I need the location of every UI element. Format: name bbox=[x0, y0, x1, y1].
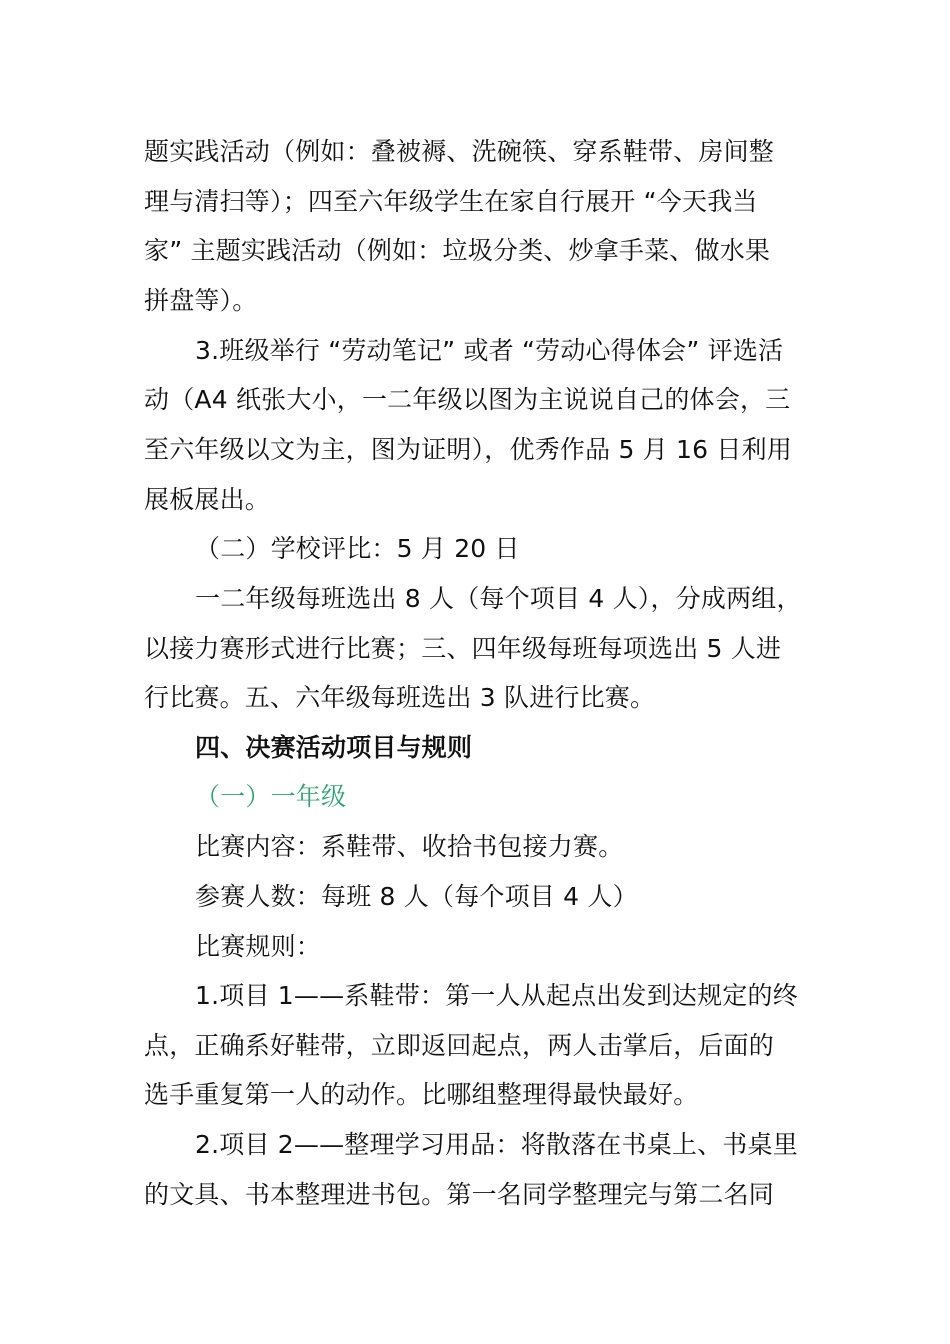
paragraph-line: 的文具、书本整理进书包。第一名同学整理完与第二名同 bbox=[144, 1180, 775, 1209]
paragraph-line: 理与清扫等）；四至六年级学生在家自行展开 “今天我当 bbox=[144, 187, 758, 216]
paragraph-line: 比赛规则： bbox=[195, 932, 322, 961]
subsection-heading: （二）学校评比：5 月 20 日 bbox=[195, 534, 520, 563]
paragraph-line: 展板展出。 bbox=[144, 485, 271, 514]
paragraph-line: 3.班级举行 “劳动笔记” 或者 “劳动心得体会” 评选活 bbox=[195, 336, 784, 365]
paragraph-line: 点，正确系好鞋带，立即返回起点，两人击掌后，后面的 bbox=[144, 1031, 775, 1060]
paragraph-line: 参赛人数：每班 8 人（每个项目 4 人） bbox=[195, 882, 638, 911]
paragraph-line: 1.项目 1——系鞋带：第一人从起点出发到达规定的终 bbox=[195, 981, 798, 1010]
paragraph-line: 题实践活动（例如：叠被褥、洗碗筷、穿系鞋带、房间整 bbox=[144, 137, 775, 166]
section-heading: 四、决赛活动项目与规则 bbox=[195, 733, 473, 762]
paragraph-line: 行比赛。五、六年级每班选出 3 队进行比赛。 bbox=[144, 683, 656, 712]
paragraph-line: 2.项目 2——整理学习用品：将散落在书桌上、书桌里 bbox=[195, 1130, 798, 1159]
paragraph-line: 动（A4 纸张大小，一二年级以图为主说说自己的体会，三 bbox=[144, 385, 791, 414]
paragraph-line: 以接力赛形式进行比赛；三、四年级每班每项选出 5 人进 bbox=[144, 634, 782, 663]
paragraph-line: 至六年级以文为主，图为证明），优秀作品 5 月 16 日利用 bbox=[144, 435, 793, 464]
paragraph-line: 比赛内容：系鞋带、收拾书包接力赛。 bbox=[195, 832, 624, 861]
paragraph-line: 选手重复第一人的动作。比哪组整理得最快最好。 bbox=[144, 1080, 699, 1109]
paragraph-line: 一二年级每班选出 8 人（每个项目 4 人），分成两组， bbox=[195, 584, 802, 613]
paragraph-line: 家” 主题实践活动（例如：垃圾分类、炒拿手菜、做水果 bbox=[144, 236, 771, 265]
grade-subheading: （一）一年级 bbox=[195, 782, 347, 811]
paragraph-line: 拼盘等）。 bbox=[144, 286, 258, 315]
